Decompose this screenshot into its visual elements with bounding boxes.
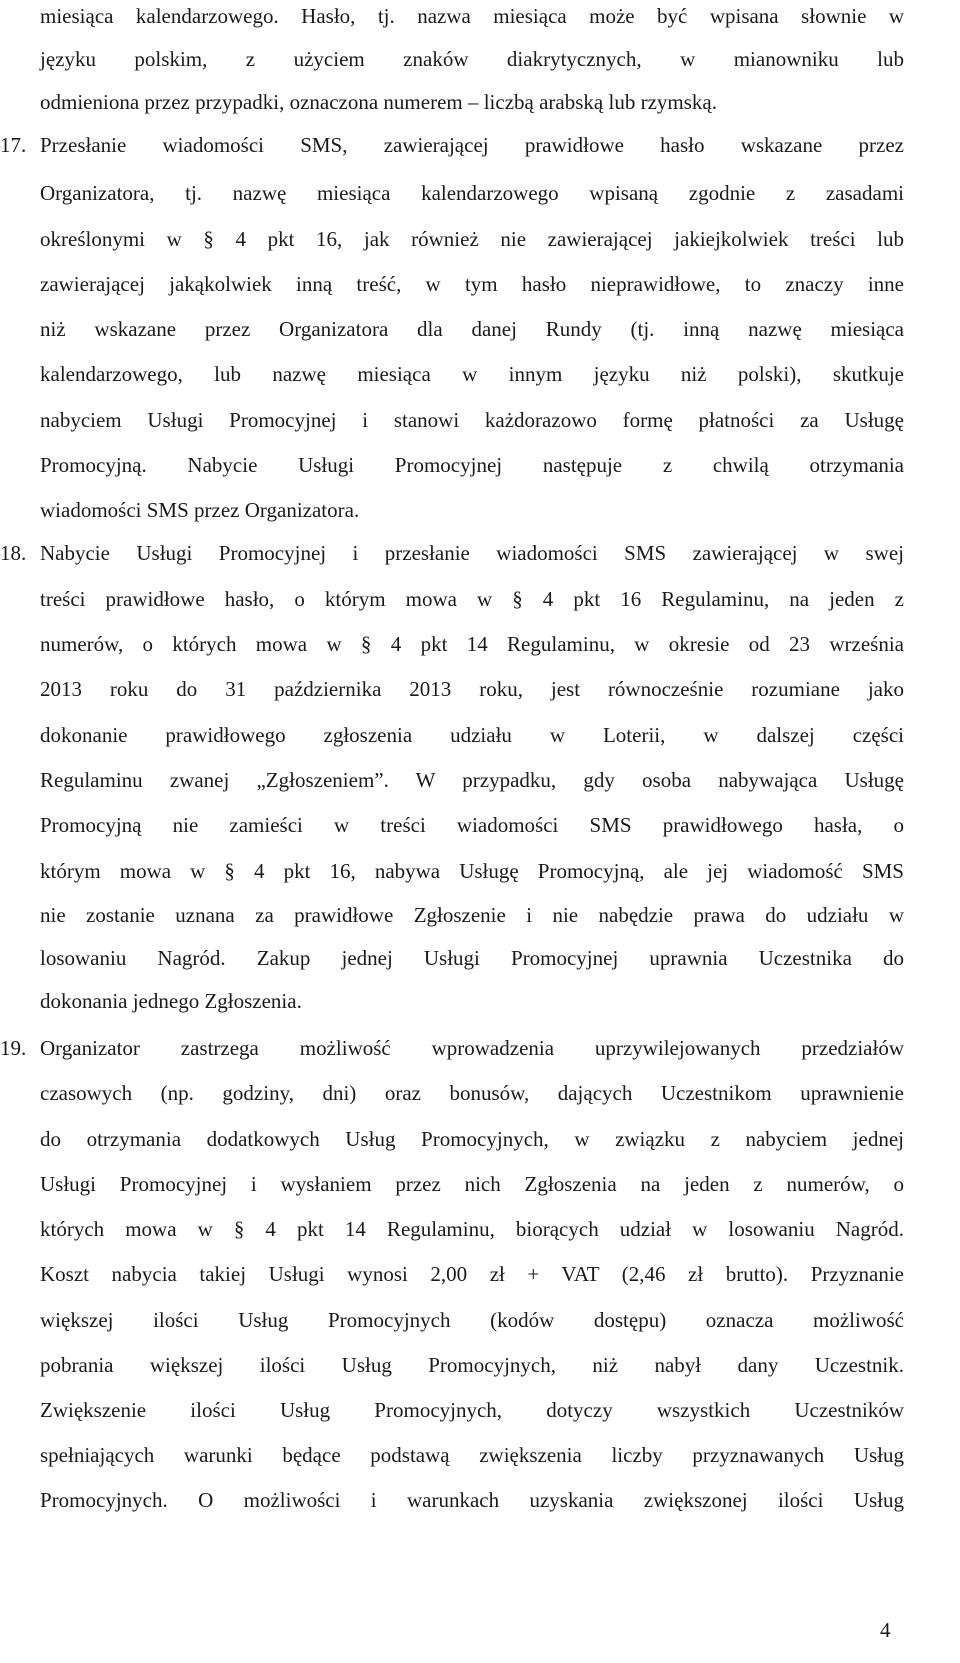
paragraph-line: dokonania jednego Zgłoszenia. <box>40 989 302 1013</box>
paragraph-line: Przesłanie wiadomości SMS, zawierającej prawidłowe hasło wskazane przez <box>40 133 904 157</box>
paragraph-line: dokonanie prawidłowego zgłoszenia udziału w Loterii, w dalszej części <box>40 723 904 747</box>
paragraph-line: Promocyjną nie zamieści w treści wiadomości SMS prawidłowego hasła, o <box>40 813 904 837</box>
intro-line: miesiąca kalendarzowego. Hasło, tj. nazwa miesiąca może być wpisana słownie w <box>40 4 904 28</box>
paragraph-line: czasowych (np. godziny, dni) oraz bonusów, dających Uczestnikom uprawnienie <box>40 1081 904 1105</box>
paragraph-line: Zwiększenie ilości Usług Promocyjnych, dotyczy wszystkich Uczestników <box>40 1398 904 1422</box>
paragraph-line: numerów, o których mowa w § 4 pkt 14 Regulaminu, w okresie od 23 września <box>40 632 904 656</box>
paragraph-line: których mowa w § 4 pkt 14 Regulaminu, biorących udział w losowaniu Nagród. <box>40 1217 904 1241</box>
paragraph-line: nie zostanie uznana za prawidłowe Zgłoszenie i nie nabędzie prawa do udziału w <box>40 903 904 927</box>
paragraph-line: treści prawidłowe hasło, o którym mowa w § 4 pkt 16 Regulaminu, na jeden z <box>40 587 904 611</box>
paragraph-line: Promocyjną. Nabycie Usługi Promocyjnej następuje z chwilą otrzymania <box>40 453 904 477</box>
paragraph-line: Regulaminu zwanej „Zgłoszeniem”. W przypadku, gdy osoba nabywająca Usługę <box>40 768 904 792</box>
paragraph-line: 2013 roku do 31 października 2013 roku, jest równocześnie rozumiane jako <box>40 677 904 701</box>
paragraph-line: Organizatora, tj. nazwę miesiąca kalendarzowego wpisaną zgodnie z zasadami <box>40 181 904 205</box>
item-number: 17. <box>0 133 27 157</box>
paragraph-line: Nabycie Usługi Promocyjnej i przesłanie wiadomości SMS zawierającej w swej <box>40 541 904 565</box>
item-number: 19. <box>0 1036 27 1060</box>
paragraph-line: Promocyjnych. O możliwości i warunkach uzyskania zwiększonej ilości Usług <box>40 1488 904 1512</box>
page-number: 4 <box>880 1618 891 1642</box>
intro-line: odmieniona przez przypadki, oznaczona numerem – liczbą arabską lub rzymską. <box>40 90 717 114</box>
paragraph-line: pobrania większej ilości Usług Promocyjnych, niż nabył dany Uczestnik. <box>40 1353 904 1377</box>
item-number: 18. <box>0 541 27 565</box>
paragraph-line: Organizator zastrzega możliwość wprowadzenia uprzywilejowanych przedziałów <box>40 1036 904 1060</box>
paragraph-line: Koszt nabycia takiej Usługi wynosi 2,00 zł + VAT (2,46 zł brutto). Przyznanie <box>40 1262 904 1286</box>
paragraph-line: nabyciem Usługi Promocyjnej i stanowi każdorazowo formę płatności za Usługę <box>40 408 904 432</box>
intro-line: języku polskim, z użyciem znaków diakrytycznych, w mianowniku lub <box>40 47 904 71</box>
paragraph-line: kalendarzowego, lub nazwę miesiąca w innym języku niż polski), skutkuje <box>40 362 904 386</box>
paragraph-line: określonymi w § 4 pkt 16, jak również nie zawierającej jakiejkolwiek treści lub <box>40 227 904 251</box>
paragraph-line: losowaniu Nagród. Zakup jednej Usługi Promocyjnej uprawnia Uczestnika do <box>40 946 904 970</box>
paragraph-line: niż wskazane przez Organizatora dla danej Rundy (tj. inną nazwę miesiąca <box>40 317 904 341</box>
paragraph-line: zawierającej jakąkolwiek inną treść, w tym hasło nieprawidłowe, to znaczy inne <box>40 272 904 296</box>
paragraph-line: większej ilości Usług Promocyjnych (kodów dostępu) oznacza możliwość <box>40 1308 904 1332</box>
paragraph-line: którym mowa w § 4 pkt 16, nabywa Usługę Promocyjną, ale jej wiadomość SMS <box>40 859 904 883</box>
paragraph-line: Usługi Promocyjnej i wysłaniem przez nich Zgłoszenia na jeden z numerów, o <box>40 1172 904 1196</box>
paragraph-line: spełniających warunki będące podstawą zwiększenia liczby przyznawanych Usług <box>40 1443 904 1467</box>
paragraph-line: wiadomości SMS przez Organizatora. <box>40 498 360 522</box>
paragraph-line: do otrzymania dodatkowych Usług Promocyjnych, w związku z nabyciem jednej <box>40 1127 904 1151</box>
